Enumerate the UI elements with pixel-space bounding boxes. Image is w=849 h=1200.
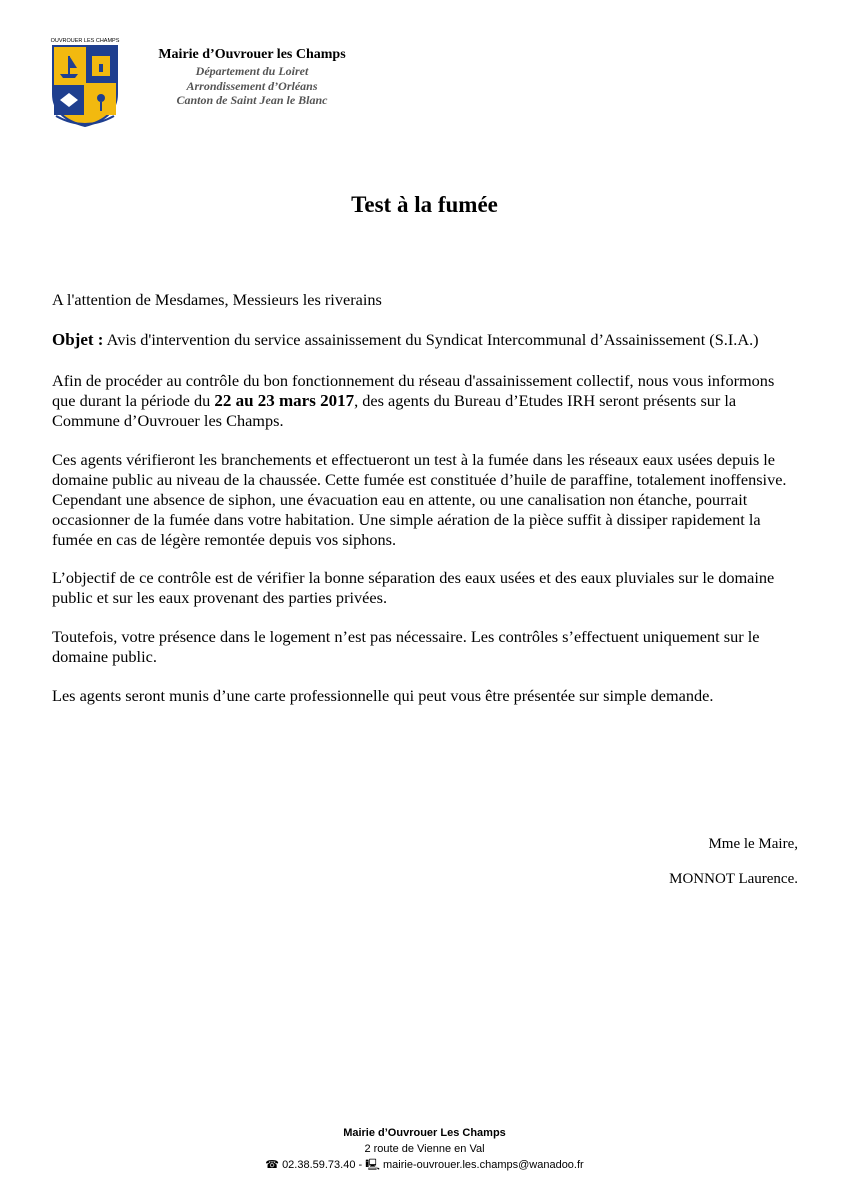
- intervention-dates: 22 au 23 mars 2017: [214, 391, 355, 410]
- footer-email[interactable]: mairie-ouvrouer.les.champs@wanadoo.fr: [383, 1159, 584, 1171]
- paragraph-presence: Toutefois, votre présence dans le logement n’est pas nécessaire. Les contrôles s’effectuent uniquement sur le domaine public.: [52, 627, 760, 666]
- crest-label: OUVROUER LES CHAMPS: [50, 38, 120, 44]
- p1-before: Afin de procéder au contrôle du bon fonctionnement du réseau d'assainissement collectif, nous vous informons que durant la période du: [52, 371, 775, 410]
- mairie-name: Mairie d’Ouvrouer les Champs: [158, 47, 346, 62]
- arrondissement-line: Arrondissement d’Orléans: [186, 78, 318, 93]
- p1-after: , des agents du Bureau d’Etudes IRH seront présents sur la Commune d’Ouvrouer les Champs.: [52, 391, 737, 430]
- computer-icon: 🖳: [365, 1159, 380, 1171]
- footer-phone: 02.38.59.73.40: [282, 1159, 356, 1171]
- footer-contact: [0, 1157, 849, 1173]
- paragraph-objective: L’objectif de ce contrôle est de vérifier la bonne séparation des eaux usées et des eaux pluviales sur le domaine public et sur les eaux provenant des parties privées.: [52, 568, 775, 607]
- footer-mairie-name: Mairie d’Ouvrouer Les Champs: [343, 1127, 506, 1139]
- phone-icon: ☎: [265, 1159, 279, 1171]
- footer-separator: -: [355, 1159, 366, 1171]
- mairie-identity: [127, 46, 377, 108]
- footer: [0, 1125, 849, 1173]
- paragraph-procedure: Ces agents vérifieront les branchements et effectueront un test à la fumée dans les réseaux eaux usées depuis le domaine public au niveau de la chaussée. Cette fumée est constituée d’huile de paraffine, totalement inoffensive. Cependant une absence de siphon, une évacuation eau en attente, ou une canalisation non étanche, pourrait occasionner de la fumée dans votre habitation. Une simple aération de la pièce suffit à dissiper rapidement la fumée en cas de légère remontée depuis vos siphons.: [52, 450, 787, 549]
- footer-address: 2 route de Vienne en Val: [364, 1143, 485, 1155]
- objet-label: Objet :: [52, 330, 104, 349]
- objet-text: Avis d'intervention du service assainissement du Syndicat Intercommunal d’Assainissement (S.I.A.): [106, 330, 759, 349]
- paragraph-identification: Les agents seront munis d’une carte professionnelle qui peut vous être présentée sur simple demande.: [52, 686, 714, 705]
- attention-line: A l'attention de Mesdames, Messieurs les riverains: [52, 290, 382, 309]
- objet-line: [52, 330, 800, 350]
- document-title: Test à la fumée: [351, 192, 498, 217]
- department-line: Département du Loiret: [195, 64, 309, 78]
- letterhead: [50, 36, 370, 131]
- coat-of-arms-icon: [50, 36, 120, 128]
- signature-title: Mme le Maire,: [708, 836, 798, 852]
- signature-name: MONNOT Laurence.: [669, 871, 798, 887]
- canton-line: Canton de Saint Jean le Blanc: [176, 93, 328, 107]
- paragraph-intro: [52, 371, 800, 431]
